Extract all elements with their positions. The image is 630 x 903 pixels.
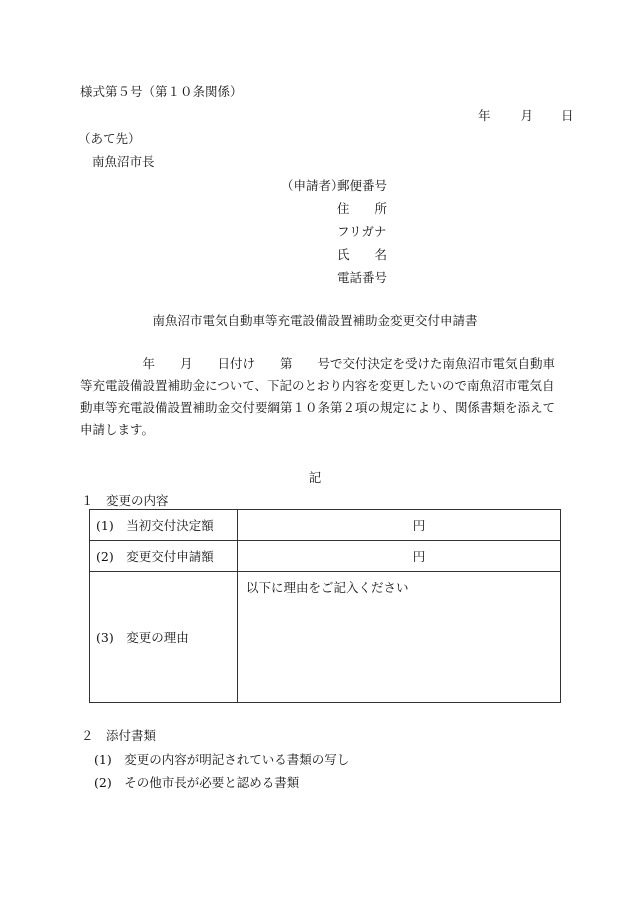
change-reason-field[interactable]: 以下に理由をご記入ください [238, 572, 561, 703]
phone-field[interactable]: 電話番号 [337, 270, 388, 285]
applicant-label: （申請者） [281, 178, 344, 193]
date-line [478, 106, 574, 124]
changes-table [89, 509, 561, 703]
section2-heading: ２ 添付書類 [81, 728, 157, 743]
change-amount-field[interactable]: 円 [238, 541, 561, 572]
ki-heading: 記 [308, 470, 322, 485]
change-amount-label: (2) 変更交付申請額 [90, 541, 238, 572]
furigana-field[interactable]: フリガナ [337, 224, 387, 239]
table-row [90, 572, 561, 703]
body-text [80, 353, 570, 441]
form-number: 様式第５号（第１０条関係） [80, 84, 243, 99]
body-line: 年 月 日付け 第 号で交付決定を受けた南魚沼市電気自動車 [80, 356, 556, 371]
attachment-item: (1) 変更の内容が明記されている書類の写し [94, 752, 350, 767]
date-month-label: 月 [520, 108, 534, 123]
body-line: 動車等充電設備設置補助金交付要綱第１０条第２項の規定により、関係書類を添えて [80, 400, 556, 415]
initial-amount-label: (1) 当初交付決定額 [90, 510, 238, 541]
date-year-label: 年 [478, 108, 491, 123]
address-field[interactable]: 住 所 [337, 201, 388, 216]
document-title: 南魚沼市電気自動車等充電設備設置補助金変更交付申請書 [152, 313, 478, 328]
name-field[interactable]: 氏 名 [337, 247, 388, 262]
attachment-item: (2) その他市長が必要と認める書類 [94, 775, 300, 790]
body-line: 等充電設備設置補助金について、下記のとおり内容を変更したいので南魚沼市電気自 [80, 378, 555, 393]
body-line: 申請します。 [80, 422, 155, 437]
table-row [90, 541, 561, 572]
addressee: 南魚沼市長 [92, 154, 155, 169]
postal-code-field[interactable]: 郵便番号 [337, 178, 388, 193]
date-day-label: 日 [561, 108, 574, 123]
change-reason-label: (3) 変更の理由 [90, 572, 238, 703]
table-row [90, 510, 561, 541]
initial-amount-field[interactable]: 円 [238, 510, 561, 541]
addressee-label: （あて先） [78, 131, 141, 146]
section1-heading: １ 変更の内容 [81, 493, 169, 508]
